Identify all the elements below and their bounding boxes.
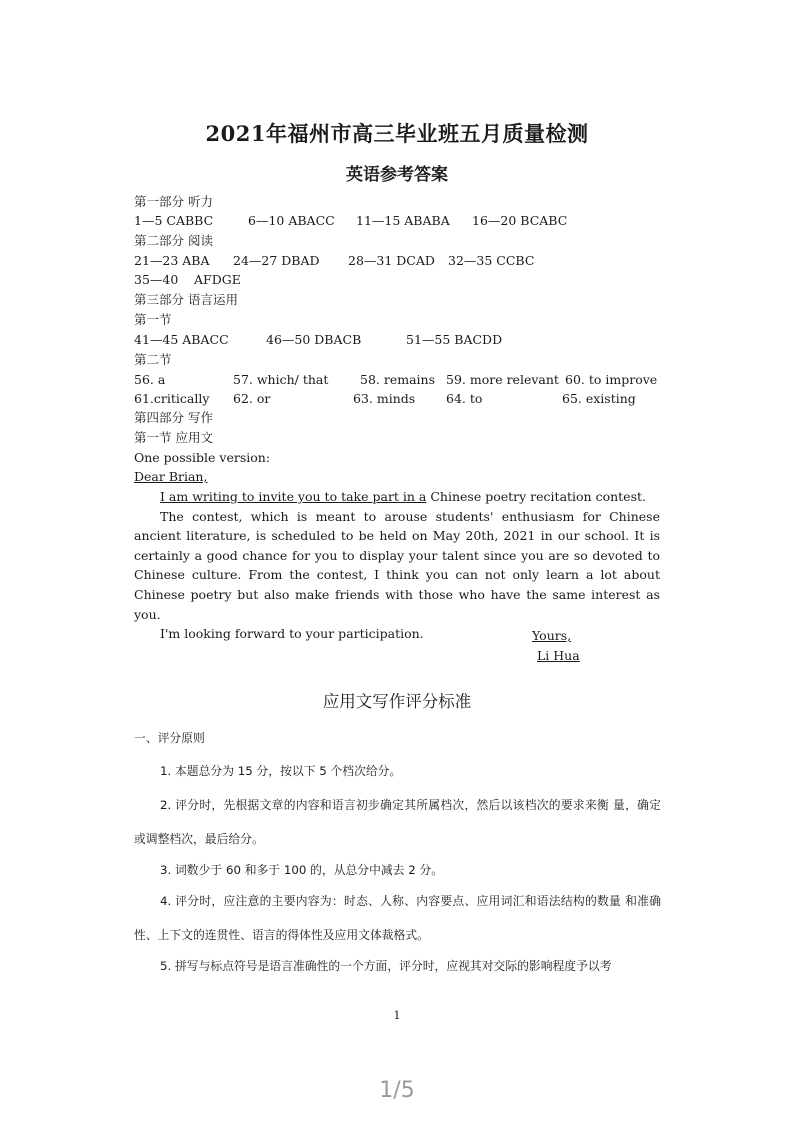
answer-group: 1—5 CABBC	[134, 213, 214, 228]
letter-paragraph: The contest, which is meant to arouse students' enthusiasm for Chinese ancient literature, is scheduled to be held on May 20th, 2021 in our school. It is certainly a good chance for you to display your talent since you are so devoted to Chinese culture. From the contest, I think you can not only learn a lot about Chinese poetry but also make friends with those who have the same interest as you.	[134, 508, 660, 622]
answer-group: 11—15 ABABA	[356, 213, 450, 228]
letter-greeting: Dear Brian,	[134, 469, 208, 484]
part2-heading: 第二部分 阅读	[134, 233, 213, 248]
criteria-item: 1. 本题总分为 15 分，按以下 5 个档次给分。	[160, 764, 402, 778]
part4-section1-heading: 第一节 应用文	[134, 430, 213, 445]
answer-group: 16—20 BCABC	[472, 213, 568, 228]
fill-answer: 57. which/ that	[233, 372, 329, 387]
part3-heading: 第三部分 语言运用	[134, 292, 238, 307]
criteria-item: 3. 词数少于 60 和多于 100 的，从总分中减去 2 分。	[160, 863, 444, 877]
part3-section1-heading: 第一节	[134, 312, 172, 327]
answer-group: 6—10 ABACC	[248, 213, 335, 228]
criteria-section-heading: 一、评分原则	[134, 731, 205, 745]
answer-group: 41—45 ABACC	[134, 332, 229, 347]
page-number: 1	[393, 1009, 401, 1022]
fill-answer: 62. or	[233, 391, 271, 406]
fill-answer: 59. more relevant	[446, 372, 559, 387]
answer-group: 32—35 CCBC	[448, 253, 535, 268]
page-indicator: 1/5	[379, 1078, 415, 1103]
criteria-item-text: 4. 评分时，应注意的主要内容为：时态、人称、内容要点、应用词汇和语法结构的数量 和准确性、上下文的连贯性、语言的得体性及应用文体裁格式。	[134, 894, 661, 942]
letter-opening-underlined: I am writing to invite you to take part in a	[160, 489, 427, 504]
criteria-item	[134, 788, 661, 856]
part3-section2-heading: 第二节	[134, 352, 172, 367]
fill-answer: 58. remains	[360, 372, 435, 387]
letter-paragraph: I'm looking forward to your participation.	[160, 626, 424, 642]
letter-opening-rest: Chinese poetry recitation contest.	[426, 489, 646, 504]
fill-answer: 64. to	[446, 391, 483, 406]
document-subtitle: 英语参考答案	[346, 165, 448, 185]
fill-answer: 63. minds	[353, 391, 416, 406]
part4-heading: 第四部分 写作	[134, 410, 213, 425]
version-label: One possible version:	[134, 450, 271, 465]
criteria-item-text: 2. 评分时，先根据文章的内容和语言初步确定其所属档次，然后以该档次的要求来衡 量，确定或调整档次，最后给分。	[134, 798, 661, 846]
answer-group: 46—50 DBACB	[266, 332, 362, 347]
letter-closing: Yours,	[532, 628, 572, 643]
fill-answer: 65. existing	[562, 391, 636, 406]
answer-group: 28—31 DCAD	[348, 253, 435, 268]
fill-answer: 56. a	[134, 372, 166, 387]
answer-group: 24—27 DBAD	[233, 253, 320, 268]
part1-heading: 第一部分 听力	[134, 194, 213, 209]
answer-range: 35—40	[134, 272, 179, 287]
answer-group: 51—55 BACDD	[406, 332, 503, 347]
fill-answer: 60. to improve	[565, 372, 658, 387]
fill-answer: 61.critically	[134, 391, 210, 406]
criteria-title: 应用文写作评分标准	[322, 692, 472, 711]
letter-body	[134, 487, 660, 644]
answer-group: 21—23 ABA	[134, 253, 210, 268]
letter-paragraph	[134, 487, 660, 507]
criteria-item	[134, 884, 661, 952]
document-title: 2021年福州市高三毕业班五月质量检测	[205, 121, 589, 146]
criteria-item: 5. 拼写与标点符号是语言准确性的一个方面，评分时，应视其对交际的影响程度予以考	[160, 959, 612, 973]
letter-signature: Li Hua	[537, 648, 580, 663]
answer-group: AFDGE	[194, 272, 241, 287]
